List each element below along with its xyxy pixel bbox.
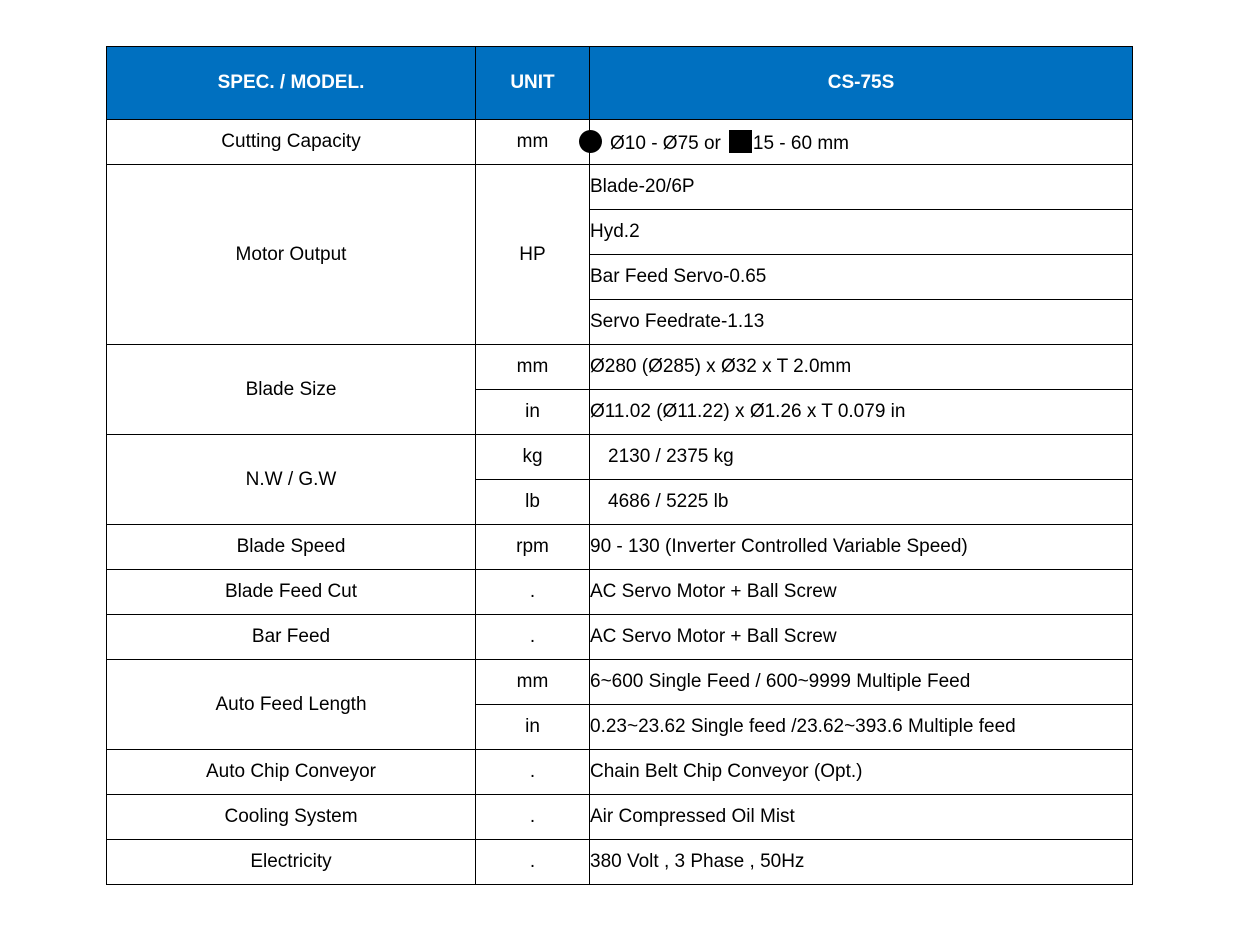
value-cell: 380 Volt , 3 Phase , 50Hz bbox=[590, 840, 1133, 885]
round-bar-icon bbox=[579, 130, 602, 153]
value-cell: Servo Feedrate-1.13 bbox=[590, 300, 1133, 345]
value-cell: 90 - 130 (Inverter Controlled Variable Speed) bbox=[590, 525, 1133, 570]
table-row bbox=[107, 525, 1133, 570]
unit-cell: mm bbox=[476, 345, 590, 390]
table-row bbox=[107, 570, 1133, 615]
unit-cell: in bbox=[476, 390, 590, 435]
spec-label: Auto Chip Conveyor bbox=[107, 750, 476, 795]
unit-cell: . bbox=[476, 570, 590, 615]
spec-label: Cutting Capacity bbox=[107, 120, 476, 165]
header-spec: SPEC. / MODEL. bbox=[107, 47, 476, 120]
table-row bbox=[107, 120, 1133, 165]
value-cell: AC Servo Motor + Ball Screw bbox=[590, 570, 1133, 615]
value-cell: Ø11.02 (Ø11.22) x Ø1.26 x T 0.079 in bbox=[590, 390, 1133, 435]
table-row bbox=[107, 345, 1133, 390]
value-cell: 6~600 Single Feed / 600~9999 Multiple Feed bbox=[590, 660, 1133, 705]
spec-label: Blade Speed bbox=[107, 525, 476, 570]
table-row bbox=[107, 750, 1133, 795]
spec-label: Auto Feed Length bbox=[107, 660, 476, 750]
header-row bbox=[107, 47, 1133, 120]
square-capacity-text: 15 - 60 mm bbox=[752, 132, 849, 154]
table-row bbox=[107, 165, 1133, 210]
spec-label: Blade Feed Cut bbox=[107, 570, 476, 615]
spec-label: Cooling System bbox=[107, 795, 476, 840]
unit-cell: rpm bbox=[476, 525, 590, 570]
header-model: CS-75S bbox=[590, 47, 1133, 120]
unit-cell: . bbox=[476, 795, 590, 840]
unit-cell: mm bbox=[476, 660, 590, 705]
value-cell: Hyd.2 bbox=[590, 210, 1133, 255]
unit-cell: kg bbox=[476, 435, 590, 480]
table-row bbox=[107, 615, 1133, 660]
unit-cell: . bbox=[476, 840, 590, 885]
table-row bbox=[107, 795, 1133, 840]
value-cell: Air Compressed Oil Mist bbox=[590, 795, 1133, 840]
value-cell bbox=[590, 120, 1133, 165]
value-cell: 4686 / 5225 lb bbox=[590, 480, 1133, 525]
value-cell: AC Servo Motor + Ball Screw bbox=[590, 615, 1133, 660]
spec-label: Bar Feed bbox=[107, 615, 476, 660]
unit-cell: HP bbox=[476, 165, 590, 345]
table-row bbox=[107, 435, 1133, 480]
square-bar-icon bbox=[729, 130, 752, 153]
spec-table bbox=[106, 46, 1133, 885]
spec-label: N.W / G.W bbox=[107, 435, 476, 525]
unit-cell: mm bbox=[476, 120, 590, 165]
value-cell: 0.23~23.62 Single feed /23.62~393.6 Multiple feed bbox=[590, 705, 1133, 750]
spec-label: Blade Size bbox=[107, 345, 476, 435]
unit-cell: . bbox=[476, 750, 590, 795]
spec-label: Electricity bbox=[107, 840, 476, 885]
table-row bbox=[107, 660, 1133, 705]
value-cell: Bar Feed Servo-0.65 bbox=[590, 255, 1133, 300]
unit-cell: lb bbox=[476, 480, 590, 525]
round-capacity-text: Ø10 - Ø75 or bbox=[610, 132, 721, 154]
value-cell: Chain Belt Chip Conveyor (Opt.) bbox=[590, 750, 1133, 795]
table-row bbox=[107, 840, 1133, 885]
unit-cell: in bbox=[476, 705, 590, 750]
unit-cell: . bbox=[476, 615, 590, 660]
header-unit: UNIT bbox=[476, 47, 590, 120]
value-cell: Blade-20/6P bbox=[590, 165, 1133, 210]
value-cell: Ø280 (Ø285) x Ø32 x T 2.0mm bbox=[590, 345, 1133, 390]
value-cell: 2130 / 2375 kg bbox=[590, 435, 1133, 480]
spec-label: Motor Output bbox=[107, 165, 476, 345]
